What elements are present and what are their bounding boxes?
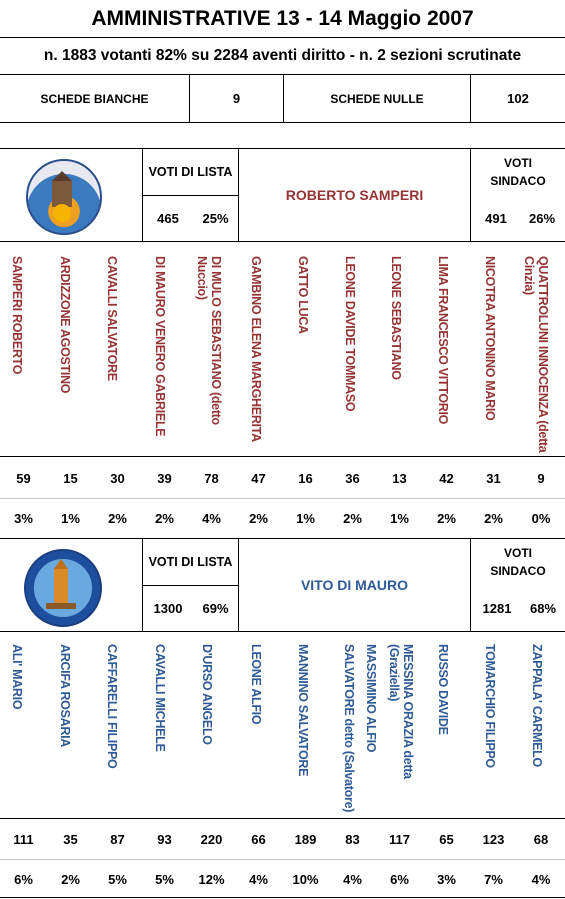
candidate-votes: 68 xyxy=(533,831,549,847)
aci-bonaccorsi-democratica-logo xyxy=(26,159,102,235)
candidate-pct: 4% xyxy=(202,510,221,526)
voti-sindaco-value: 491 xyxy=(485,211,507,226)
candidate-name: DI MULO SEBASTIANO (detto Nuccio) xyxy=(195,256,223,425)
sindaco-name: ROBERTO SAMPERI xyxy=(285,187,424,203)
candidate-votes: 123 xyxy=(482,831,505,847)
candidate-pct: 5% xyxy=(155,871,174,887)
voti-lista-label: VOTI DI LISTA xyxy=(148,555,233,569)
candidate-votes: 30 xyxy=(110,470,125,486)
voti-sindaco-pct: 68% xyxy=(529,601,557,616)
candidate-votes: 66 xyxy=(251,831,266,847)
candidate-votes: 117 xyxy=(389,831,410,847)
schede-nulle-label: SCHEDE NULLE xyxy=(330,91,424,106)
candidate-pct: 12% xyxy=(198,871,225,887)
votes-row-di-mauro xyxy=(0,823,565,855)
schede-nulle-value: 102 xyxy=(507,91,529,106)
candidate-pct: 1% xyxy=(61,510,80,526)
candidate-name: RUSSO DAVIDE xyxy=(436,644,450,735)
rinnovamento-liberta-logo xyxy=(24,549,102,627)
voti-lista-value: 1300 xyxy=(153,601,183,616)
candidate-pct: 2% xyxy=(249,510,268,526)
candidate-votes: 9 xyxy=(537,470,545,486)
voti-sindaco-label: VOTI SINDACO xyxy=(490,546,546,578)
voti-lista-pct: 69% xyxy=(202,601,229,616)
candidate-name: SAMPERI ROBERTO xyxy=(10,256,24,375)
candidate-votes: 42 xyxy=(439,470,454,486)
candidate-name: TOMARCHIO FILIPPO xyxy=(483,644,497,768)
candidate-pct: 3% xyxy=(14,510,33,526)
voti-sindaco-value: 1281 xyxy=(482,601,512,616)
candidate-name: CAVALLI SALVATORE xyxy=(105,256,119,381)
candidate-pct: 2% xyxy=(437,510,456,526)
candidate-votes: 13 xyxy=(392,470,407,486)
candidate-votes: 15 xyxy=(63,470,78,486)
candidate-votes: 16 xyxy=(298,470,313,486)
candidate-votes: 189 xyxy=(294,831,317,847)
candidate-name: CAVALLI MICHELE xyxy=(153,644,167,752)
candidate-name: GAMBINO ELENA MARGHERITA xyxy=(249,256,263,442)
candidate-votes: 31 xyxy=(486,470,501,486)
candidate-votes: 47 xyxy=(251,470,266,486)
list-header-di-mauro xyxy=(0,539,565,631)
candidate-votes: 39 xyxy=(157,470,172,486)
candidate-pct: 4% xyxy=(531,871,551,887)
candidate-votes: 78 xyxy=(204,470,219,486)
candidate-name: LIMA FRANCESCO VITTORIO xyxy=(436,256,450,425)
turnout-summary: n. 1883 votanti 82% su 2284 aventi diritto - n. 2 sezioni scrutinate xyxy=(43,47,522,64)
candidate-name: MESSINA ORAZIA detta (Graziella) xyxy=(387,644,415,779)
candidate-pct: 3% xyxy=(437,871,456,887)
candidate-pct: 2% xyxy=(61,871,80,887)
candidate-pct: 0% xyxy=(531,510,551,526)
candidate-votes: 220 xyxy=(200,831,223,847)
candidate-name: QUATTROLUNI INNOCENZA (detta Cinzia) xyxy=(522,256,550,453)
candidate-pct: 4% xyxy=(249,871,268,887)
list-header-samperi xyxy=(0,149,565,241)
candidate-votes: 111 xyxy=(13,831,34,847)
candidate-name: CAFFARELLI FILIPPO xyxy=(105,644,119,769)
candidate-pct: 1% xyxy=(390,510,409,526)
voti-lista-label: VOTI DI LISTA xyxy=(148,165,233,179)
candidate-pct: 2% xyxy=(484,510,503,526)
candidate-pct: 7% xyxy=(484,871,503,887)
candidate-votes: 65 xyxy=(439,831,454,847)
candidate-name: DI MAURO VENERO GABRIELE xyxy=(153,256,167,437)
pct-row-samperi xyxy=(0,502,565,534)
schede-bianche-value: 9 xyxy=(232,91,241,106)
candidate-name: GATTO LUCA xyxy=(296,256,310,334)
candidate-name: LEONE SEBASTIANO xyxy=(389,256,403,380)
candidate-votes: 36 xyxy=(345,470,360,486)
candidate-name: ARDIZZONE AGOSTINO xyxy=(58,256,72,394)
candidate-pct: 6% xyxy=(14,871,33,887)
schede-bianche-label: SCHEDE BIANCHE xyxy=(40,91,149,106)
candidate-name: LEONE DAVIDE TOMMASO xyxy=(343,256,357,412)
voti-sindaco-pct: 26% xyxy=(528,211,556,226)
voti-lista-pct: 25% xyxy=(202,211,229,226)
candidate-name: NICOTRA ANTONINO MARIO xyxy=(483,256,497,421)
candidate-votes: 83 xyxy=(345,831,360,847)
sindaco-name: VITO DI MAURO xyxy=(300,577,409,593)
candidate-name: ZAPPALA' CARMELO xyxy=(530,644,544,767)
candidates-di-mauro xyxy=(0,632,565,818)
candidate-pct: 2% xyxy=(155,510,174,526)
candidate-name: D'URSO ANGELO xyxy=(200,644,214,745)
candidate-pct: 6% xyxy=(390,871,409,887)
voti-sindaco-label: VOTI SINDACO xyxy=(490,156,546,188)
candidate-votes: 87 xyxy=(110,831,125,847)
candidate-pct: 10% xyxy=(292,871,319,887)
candidate-pct: 2% xyxy=(343,510,362,526)
candidate-name: LEONE ALFIO xyxy=(249,644,263,725)
page-title: AMMINISTRATIVE 13 - 14 Maggio 2007 xyxy=(91,6,474,30)
candidate-votes: 59 xyxy=(16,470,31,486)
candidate-votes: 93 xyxy=(157,831,172,847)
candidate-name: ALI' MARIO xyxy=(10,644,24,710)
candidate-name: MASSIMINO ALFIO xyxy=(364,644,378,753)
candidate-pct: 4% xyxy=(343,871,362,887)
votes-row-samperi xyxy=(0,462,565,494)
candidate-name: SALVATORE detto (Salvatore) xyxy=(342,644,356,813)
candidate-pct: 5% xyxy=(108,871,127,887)
candidates-samperi xyxy=(0,242,565,456)
candidate-name: ARCIFA ROSARIA xyxy=(58,644,72,747)
candidate-votes: 35 xyxy=(63,831,78,847)
pct-row-di-mauro xyxy=(0,863,565,895)
candidate-name: MANNINO SALVATORE xyxy=(296,644,310,777)
candidate-pct: 1% xyxy=(296,510,315,526)
voti-lista-value: 465 xyxy=(157,211,179,226)
candidate-pct: 2% xyxy=(108,510,127,526)
